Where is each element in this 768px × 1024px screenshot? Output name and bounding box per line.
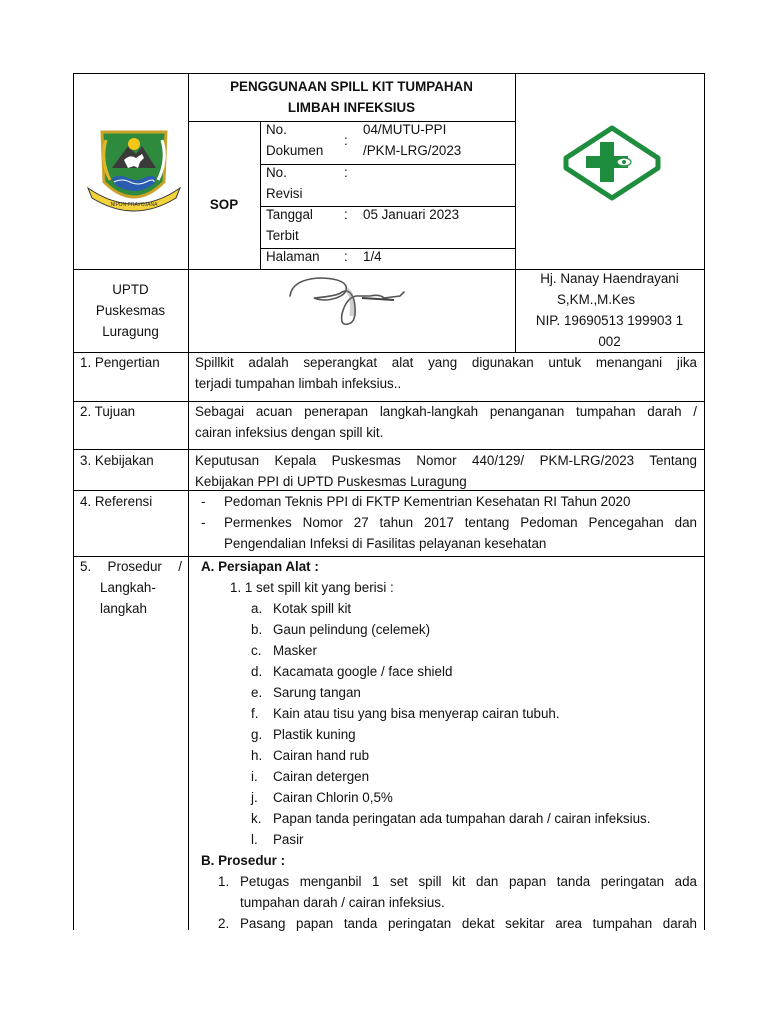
meta-colon: : (344, 249, 348, 264)
alat-marker: f. (251, 706, 259, 721)
step-1-line2: tumpahan darah / cairan infeksius. (240, 895, 445, 910)
meta-no-dokumen-value1: 04/MUTU-PPI (363, 122, 447, 137)
meta-tanggal-label1: Tanggal (266, 207, 313, 222)
alat-marker: h. (251, 748, 263, 763)
referensi-bullet: - (201, 494, 206, 509)
referensi-item-2-line1: Permenkes Nomor 27 tahun 2017 tentang Pedoman Pencegahan dan (224, 515, 697, 530)
alat-item: Pasir (273, 832, 304, 847)
meta-no-revisi-label2: Revisi (266, 186, 303, 201)
signature (284, 272, 414, 328)
signatory-title: S,KM.,M.Kes (557, 292, 636, 307)
step-marker: 2. (218, 916, 230, 931)
alat-marker: j. (251, 790, 258, 805)
section-label-tujuan: 2. Tujuan (80, 404, 136, 419)
meta-no-dokumen-label1: No. (266, 122, 287, 137)
shield-emblem-icon (84, 120, 184, 220)
alat-marker: d. (251, 664, 263, 679)
alat-item: Gaun pelindung (celemek) (273, 622, 431, 637)
referensi-item-2-line2: Pengendalian Infeksi di Fasilitas pelayanan kesehatan (224, 536, 547, 551)
document-title-line2: LIMBAH INFEKSIUS (287, 100, 416, 115)
section-label-prosedur-line3: langkah (100, 601, 147, 616)
meta-tanggal-value: 05 Januari 2023 (363, 207, 460, 222)
meta-no-dokumen-label2: Dokumen (266, 143, 324, 158)
signatory-nip-line1: NIP. 19690513 199903 1 (535, 313, 684, 328)
org-line3: Luragung (102, 324, 159, 339)
meta-halaman-value: 1/4 (363, 249, 382, 264)
signatory-name: Hj. Nanay Haendrayani (540, 271, 679, 286)
meta-no-dokumen-value2: /PKM-LRG/2023 (363, 143, 462, 158)
puskesmas-cross-icon (562, 122, 662, 202)
step-1-line1: Petugas menganbil 1 set spill kit dan papan tanda peringatan ada (240, 874, 697, 889)
signature-scribble-icon (284, 272, 414, 328)
meta-tanggal-label2: Terbit (266, 228, 299, 243)
persiapan-item-1: 1. 1 set spill kit yang berisi : (230, 580, 394, 595)
alat-marker: l. (251, 832, 258, 847)
meta-colon: : (344, 133, 348, 148)
step-marker: 1. (218, 874, 230, 889)
signatory-nip-line2: 002 (598, 334, 621, 349)
alat-item: Kacamata google / face shield (273, 664, 453, 679)
meta-no-revisi-label1: No. (266, 165, 287, 180)
alat-item: Plastik kuning (273, 727, 356, 742)
alat-item: Masker (273, 643, 317, 658)
org-line1: UPTD (112, 282, 149, 297)
alat-marker: e. (251, 685, 263, 700)
meta-colon: : (344, 165, 348, 180)
pengertian-line1: Spillkit adalah seperangkat alat yang digunakan untuk menangani jika (195, 355, 697, 370)
alat-item: Kain atau tisu yang bisa menyerap cairan tubuh. (273, 706, 560, 721)
section-label-pengertian: 1. Pengertian (80, 355, 160, 370)
kebijakan-line2: Kebijakan PPI di UPTD Puskesmas Luragung (195, 474, 467, 489)
alat-marker: a. (251, 601, 263, 616)
persiapan-alat-heading: A. Persiapan Alat : (201, 559, 319, 574)
section-label-prosedur-line1: 5. Prosedur / (80, 559, 182, 574)
step-2-line1: Pasang papan tanda peringatan dekat sekitar area tumpahan darah (240, 916, 697, 931)
sop-label: SOP (209, 197, 239, 212)
puskesmas-logo (562, 122, 662, 202)
referensi-bullet: - (201, 515, 206, 530)
tujuan-line1: Sebagai acuan penerapan langkah-langkah penanganan tumpahan darah / (195, 404, 697, 419)
alat-marker: c. (251, 643, 262, 658)
alat-marker: g. (251, 727, 263, 742)
referensi-item-1: Pedoman Teknis PPI di FKTP Kementrian Kesehatan RI Tahun 2020 (224, 494, 631, 509)
document-title-line1: PENGGUNAAN SPILL KIT TUMPAHAN (230, 79, 473, 94)
prosedur-heading: B. Prosedur : (201, 853, 286, 868)
alat-item: Cairan hand rub (273, 748, 370, 763)
alat-item: Kotak spill kit (273, 601, 352, 616)
alat-item: Cairan detergen (273, 769, 370, 784)
kebijakan-line1: Keputusan Kepala Puskesmas Nomor 440/129/ PKM-LRG/2023 Tentang (195, 453, 697, 468)
org-line2: Puskesmas (95, 303, 166, 318)
svg-text:NIPUN PRAYOJANA: NIPUN PRAYOJANA (110, 202, 158, 208)
alat-item: Cairan Chlorin 0,5% (273, 790, 393, 805)
meta-halaman-label: Halaman (266, 249, 320, 264)
alat-marker: b. (251, 622, 263, 637)
alat-marker: k. (251, 811, 262, 826)
alat-item: Sarung tangan (273, 685, 361, 700)
section-label-kebijakan: 3. Kebijakan (80, 453, 154, 468)
pengertian-line2: terjadi tumpahan limbah infeksius.. (195, 376, 402, 391)
alat-item: Papan tanda peringatan ada tumpahan darah / cairan infeksius. (273, 811, 651, 826)
section-label-prosedur-line2: Langkah- (100, 580, 156, 595)
meta-colon: : (344, 207, 348, 222)
section-label-referensi: 4. Referensi (80, 494, 153, 509)
alat-marker: i. (251, 769, 258, 784)
tujuan-line2: cairan infeksius dengan spill kit. (195, 425, 384, 440)
regency-emblem (84, 120, 184, 220)
